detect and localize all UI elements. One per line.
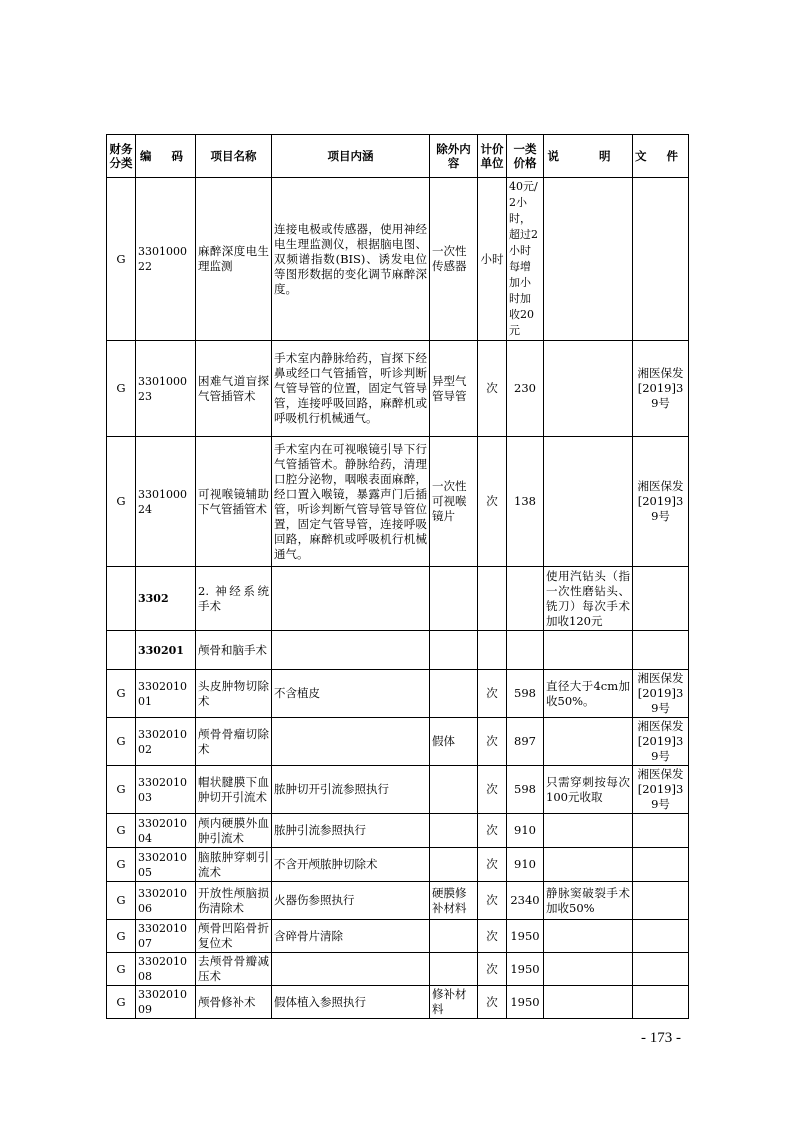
row-content: 脓肿引流参照执行 (272, 814, 430, 848)
row-code: 330201009 (136, 986, 196, 1019)
table-row (107, 882, 689, 920)
row-name: 颅内硬膜外血肿引流术 (196, 814, 272, 848)
row-content: 火器伤参照执行 (272, 882, 430, 920)
row-code: 330201002 (136, 718, 196, 766)
page-number: - 173 - (641, 1030, 681, 1046)
row-note: 静脉窦破裂手术加收50% (544, 882, 633, 920)
row-unit: 次 (478, 766, 507, 814)
row-unit: 次 (478, 670, 507, 718)
row-code: 330201006 (136, 882, 196, 920)
row-note (544, 631, 633, 670)
row-code: 330100023 (136, 341, 196, 437)
table-row (107, 766, 689, 814)
row-code: 330201 (136, 631, 196, 670)
row-name: 脑脓肿穿刺引流术 (196, 848, 272, 882)
row-content: 不含开颅脓肿切除术 (272, 848, 430, 882)
row-exclude (430, 567, 478, 631)
row-note: 直径大于4cm加收50%。 (544, 670, 633, 718)
row-category: G (107, 848, 136, 882)
row-file (633, 567, 689, 631)
row-category: G (107, 882, 136, 920)
row-name: 帽状腱膜下血肿切开引流术 (196, 766, 272, 814)
row-price: 230 (507, 341, 544, 437)
row-name: 颅骨骨瘤切除术 (196, 718, 272, 766)
row-category: G (107, 670, 136, 718)
header-name: 项目名称 (196, 135, 272, 178)
row-name: 颅骨和脑手术 (196, 631, 272, 670)
row-unit: 次 (478, 882, 507, 920)
row-name: 困难气道盲探气管插管术 (196, 341, 272, 437)
row-content: 含碎骨片清除 (272, 920, 430, 953)
row-price: 138 (507, 437, 544, 567)
row-file (633, 953, 689, 986)
row-unit: 次 (478, 848, 507, 882)
header-file: 文 件 (633, 135, 689, 178)
row-unit: 次 (478, 920, 507, 953)
row-exclude: 一次性传感器 (430, 178, 478, 341)
row-exclude (430, 670, 478, 718)
row-note (544, 341, 633, 437)
row-note (544, 920, 633, 953)
row-unit: 次 (478, 986, 507, 1019)
row-category: G (107, 341, 136, 437)
row-exclude (430, 631, 478, 670)
row-name: 可视喉镜辅助下气管插管术 (196, 437, 272, 567)
row-note (544, 953, 633, 986)
row-category: G (107, 814, 136, 848)
row-price: 598 (507, 766, 544, 814)
row-content: 不含植皮 (272, 670, 430, 718)
table-row (107, 953, 689, 986)
row-price: 910 (507, 848, 544, 882)
row-category: G (107, 953, 136, 986)
row-content: 连接电极或传感器，使用神经电生理监测仪，根据脑电图、双频谱指数(BIS)、诱发电位等图形数据的变化调节麻醉深度。 (272, 178, 430, 341)
row-file: 湘医保发[2019]39号 (633, 341, 689, 437)
row-file (633, 986, 689, 1019)
row-note (544, 848, 633, 882)
table-row (107, 631, 689, 670)
row-code: 330201003 (136, 766, 196, 814)
row-note: 只需穿刺按每次100元收取 (544, 766, 633, 814)
header-content: 项目内涵 (272, 135, 430, 178)
row-exclude (430, 920, 478, 953)
row-file: 湘医保发[2019]39号 (633, 437, 689, 567)
row-content (272, 631, 430, 670)
row-price: 910 (507, 814, 544, 848)
row-exclude: 异型气管导管 (430, 341, 478, 437)
row-name: 去颅骨骨瓣减压术 (196, 953, 272, 986)
row-name: 麻醉深度电生理监测 (196, 178, 272, 341)
row-category (107, 567, 136, 631)
row-content (272, 567, 430, 631)
row-category: G (107, 178, 136, 341)
row-file: 湘医保发[2019]39号 (633, 718, 689, 766)
row-unit (478, 631, 507, 670)
row-price: 1950 (507, 920, 544, 953)
row-file (633, 882, 689, 920)
header-code: 编 码 (136, 135, 196, 178)
row-unit: 次 (478, 814, 507, 848)
row-exclude: 硬膜修补材料 (430, 882, 478, 920)
row-note (544, 814, 633, 848)
row-unit: 次 (478, 953, 507, 986)
row-code: 330100024 (136, 437, 196, 567)
table-row (107, 986, 689, 1019)
row-name: 颅骨修补术 (196, 986, 272, 1019)
row-category: G (107, 766, 136, 814)
table-row (107, 567, 689, 631)
row-content: 假体植入参照执行 (272, 986, 430, 1019)
row-exclude: 假体 (430, 718, 478, 766)
header-unit: 计价单位 (478, 135, 507, 178)
row-content: 手术室内在可视喉镜引导下行气管插管术。静脉给药，清理口腔分泌物，咽喉表面麻醉，经口置入喉镜，暴露声门后插管，听诊判断气管导管导管位置，固定气管导管，连接呼吸回路，麻醉机或呼吸机行机械通气。 (272, 437, 430, 567)
row-code: 330201008 (136, 953, 196, 986)
row-note: 使用汽钻头（指一次性磨钻头、铣刀）每次手术加收120元 (544, 567, 633, 631)
fee-table (106, 134, 689, 1019)
row-note (544, 718, 633, 766)
row-price (507, 631, 544, 670)
row-exclude (430, 766, 478, 814)
row-file: 湘医保发[2019]39号 (633, 670, 689, 718)
row-file (633, 848, 689, 882)
row-content: 手术室内静脉给药，盲探下经鼻或经口气管插管，听诊判断气管导管的位置，固定气管导管，连接呼吸回路，麻醉机或呼吸机行机械通气。 (272, 341, 430, 437)
row-code: 330100022 (136, 178, 196, 341)
row-unit: 次 (478, 341, 507, 437)
row-name: 开放性颅脑损伤清除术 (196, 882, 272, 920)
table-row (107, 178, 689, 341)
row-category: G (107, 718, 136, 766)
row-file: 湘医保发[2019]39号 (633, 766, 689, 814)
row-unit: 次 (478, 718, 507, 766)
row-content (272, 953, 430, 986)
row-name: 颅骨凹陷骨折复位术 (196, 920, 272, 953)
row-category: G (107, 437, 136, 567)
row-code: 3302 (136, 567, 196, 631)
row-unit (478, 567, 507, 631)
row-note (544, 178, 633, 341)
row-exclude: 一次性可视喉镜片 (430, 437, 478, 567)
row-unit: 次 (478, 437, 507, 567)
table-row (107, 437, 689, 567)
table-row (107, 718, 689, 766)
row-note (544, 437, 633, 567)
row-file (633, 920, 689, 953)
header-price: 一类价格 (507, 135, 544, 178)
row-exclude (430, 953, 478, 986)
row-code: 330201007 (136, 920, 196, 953)
row-price: 40元/2小时，超过2小时每增加小时加收20元 (507, 178, 544, 341)
table-header-row (107, 135, 689, 178)
row-exclude: 修补材料 (430, 986, 478, 1019)
row-price: 2340 (507, 882, 544, 920)
row-file (633, 178, 689, 341)
row-content: 脓肿切开引流参照执行 (272, 766, 430, 814)
row-category: G (107, 920, 136, 953)
table-row (107, 848, 689, 882)
row-price: 897 (507, 718, 544, 766)
header-cat: 财务分类 (107, 135, 136, 178)
row-code: 330201001 (136, 670, 196, 718)
row-unit: 小时 (478, 178, 507, 341)
row-exclude (430, 848, 478, 882)
row-exclude (430, 814, 478, 848)
row-file (633, 814, 689, 848)
header-exclude: 除外内容 (430, 135, 478, 178)
row-content (272, 718, 430, 766)
table-row (107, 920, 689, 953)
row-code: 330201004 (136, 814, 196, 848)
table-row (107, 341, 689, 437)
row-category: G (107, 986, 136, 1019)
table-row (107, 814, 689, 848)
row-code: 330201005 (136, 848, 196, 882)
row-note (544, 986, 633, 1019)
row-name: 2. 神经系统手术 (196, 567, 272, 631)
row-price: 1950 (507, 953, 544, 986)
row-category (107, 631, 136, 670)
row-file (633, 631, 689, 670)
table-row (107, 670, 689, 718)
header-note: 说 明 (544, 135, 633, 178)
row-price (507, 567, 544, 631)
row-price: 1950 (507, 986, 544, 1019)
row-price: 598 (507, 670, 544, 718)
row-name: 头皮肿物切除术 (196, 670, 272, 718)
